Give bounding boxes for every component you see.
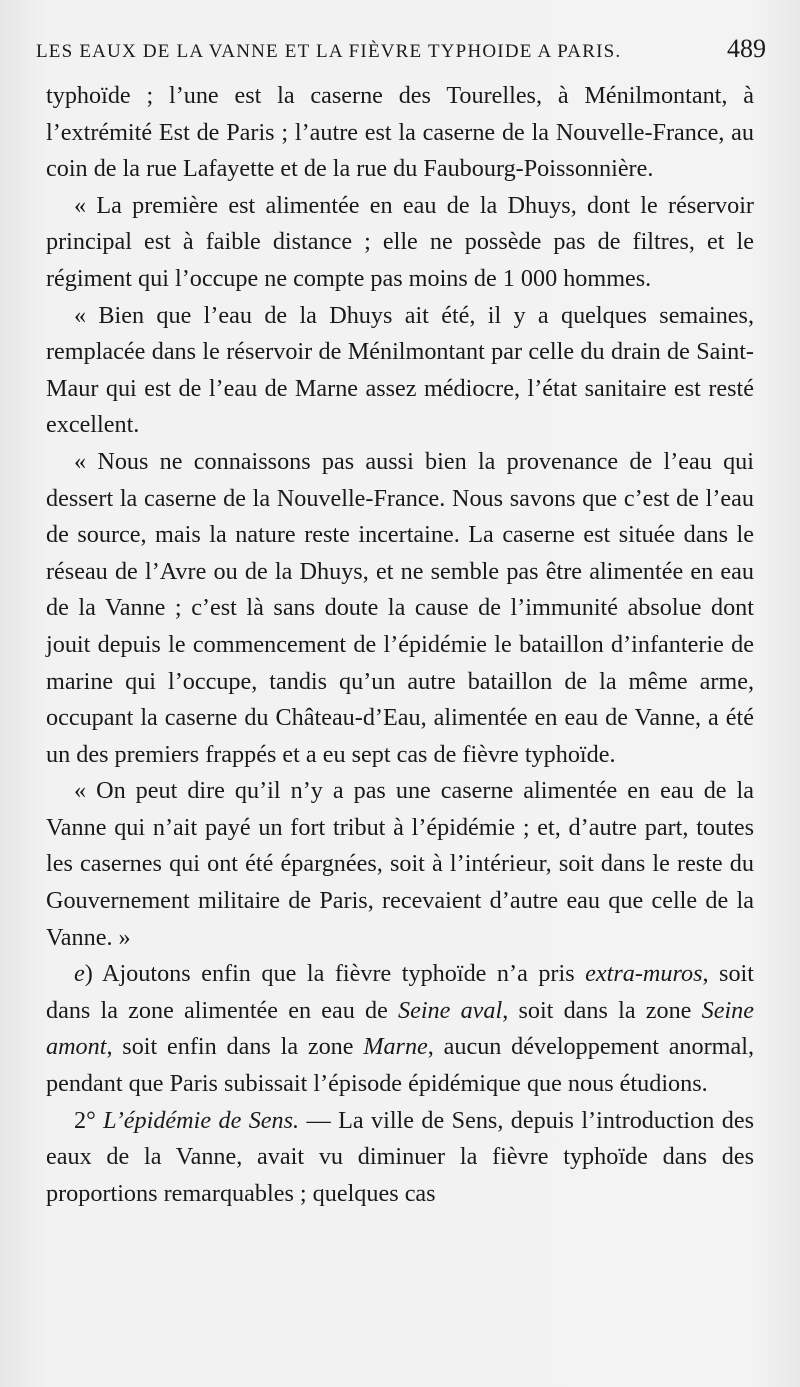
text-segment: , aucun développement anormal, pendant que Paris subissait l’épisode épidémique que nous étudions. xyxy=(46,1033,754,1098)
running-title: LES EAUX DE LA VANNE ET LA FIÈVRE TYPHOIDE A PARIS. xyxy=(36,41,622,62)
text-segment: , soit dans la zone xyxy=(502,996,702,1024)
italic-text: Seine amont xyxy=(46,996,754,1061)
italic-text: e xyxy=(74,960,85,988)
text-segment: 2° xyxy=(74,1106,104,1134)
paragraph: « Nous ne connaissons pas aussi bien la provenance de l’eau qui dessert la caserne de la Nouvelle-France. Nous savons que c’est de l’eau de source, mais la nature reste incertaine. La caserne est située dans le réseau de l’Avre ou de la Dhuys, et ne semble pas être alimentée en eau de la Vanne ; c’est là sans doute la cause de l’immunité absolue dont jouit depuis le commencement de l’épidémie le bataillon d’infanterie de marine qui l’occupe, tandis qu’un autre bataillon de la même arme, occupant la caserne du Château-d’Eau, alimentée en eau de Vanne, a été un des premiers frappés et a eu sept cas de fièvre typhoïde. xyxy=(46,447,754,768)
paragraph: typhoïde ; l’une est la caserne des Tourelles, à Ménilmontant, à l’extrémité Est de Paris ; l’autre est la caserne de la Nouvelle-France, au coin de la rue Lafayette et de la rue du Faubourg-Poissonnière. xyxy=(46,82,754,183)
paragraph xyxy=(46,1103,754,1213)
text-segment: , soit enfin dans la zone xyxy=(106,1033,364,1061)
paragraph xyxy=(46,956,754,1102)
paragraph: « On peut dire qu’il n’y a pas une caserne alimentée en eau de la Vanne qui n’ait payé un fort tribut à l’épidémie ; et, d’autre part, toutes les casernes qui ont été épargnées, soit à l’intérieur, soit dans le reste du Gouvernement militaire de Paris, recevaient d’autre eau que celle de la Vanne. » xyxy=(46,777,754,951)
italic-text: extra-muros xyxy=(585,960,703,988)
paragraph: « La première est alimentée en eau de la Dhuys, dont le réservoir principal est à faible distance ; elle ne possède pas de filtres, et le régiment qui l’occupe ne compte pas moins de 1 000 hommes. xyxy=(46,191,754,292)
running-header xyxy=(36,34,766,74)
text-segment: — La ville de Sens, depuis l’introduction des eaux de la Vanne, avait vu diminuer la fièvre typhoïde dans des proportions remarquables ; quelques cas xyxy=(46,1106,754,1207)
text-segment: ) Ajoutons enfin que la fièvre typhoïde n’a pris xyxy=(84,960,586,988)
paragraph: « Bien que l’eau de la Dhuys ait été, il y a quelques semaines, remplacée dans le réservoir de Ménilmontant par celle du drain de Saint-Maur qui est de l’eau de Marne assez médiocre, l’état sanitaire est resté excellent. xyxy=(46,301,754,439)
page-number: 489 xyxy=(727,34,766,63)
italic-text: L’épidémie de Sens. xyxy=(103,1106,300,1134)
italic-text: Marne xyxy=(363,1033,428,1061)
text-body xyxy=(46,78,754,1212)
text-segment: , soit dans la zone alimentée en eau de xyxy=(46,960,754,1024)
italic-text: Seine aval xyxy=(398,996,503,1024)
